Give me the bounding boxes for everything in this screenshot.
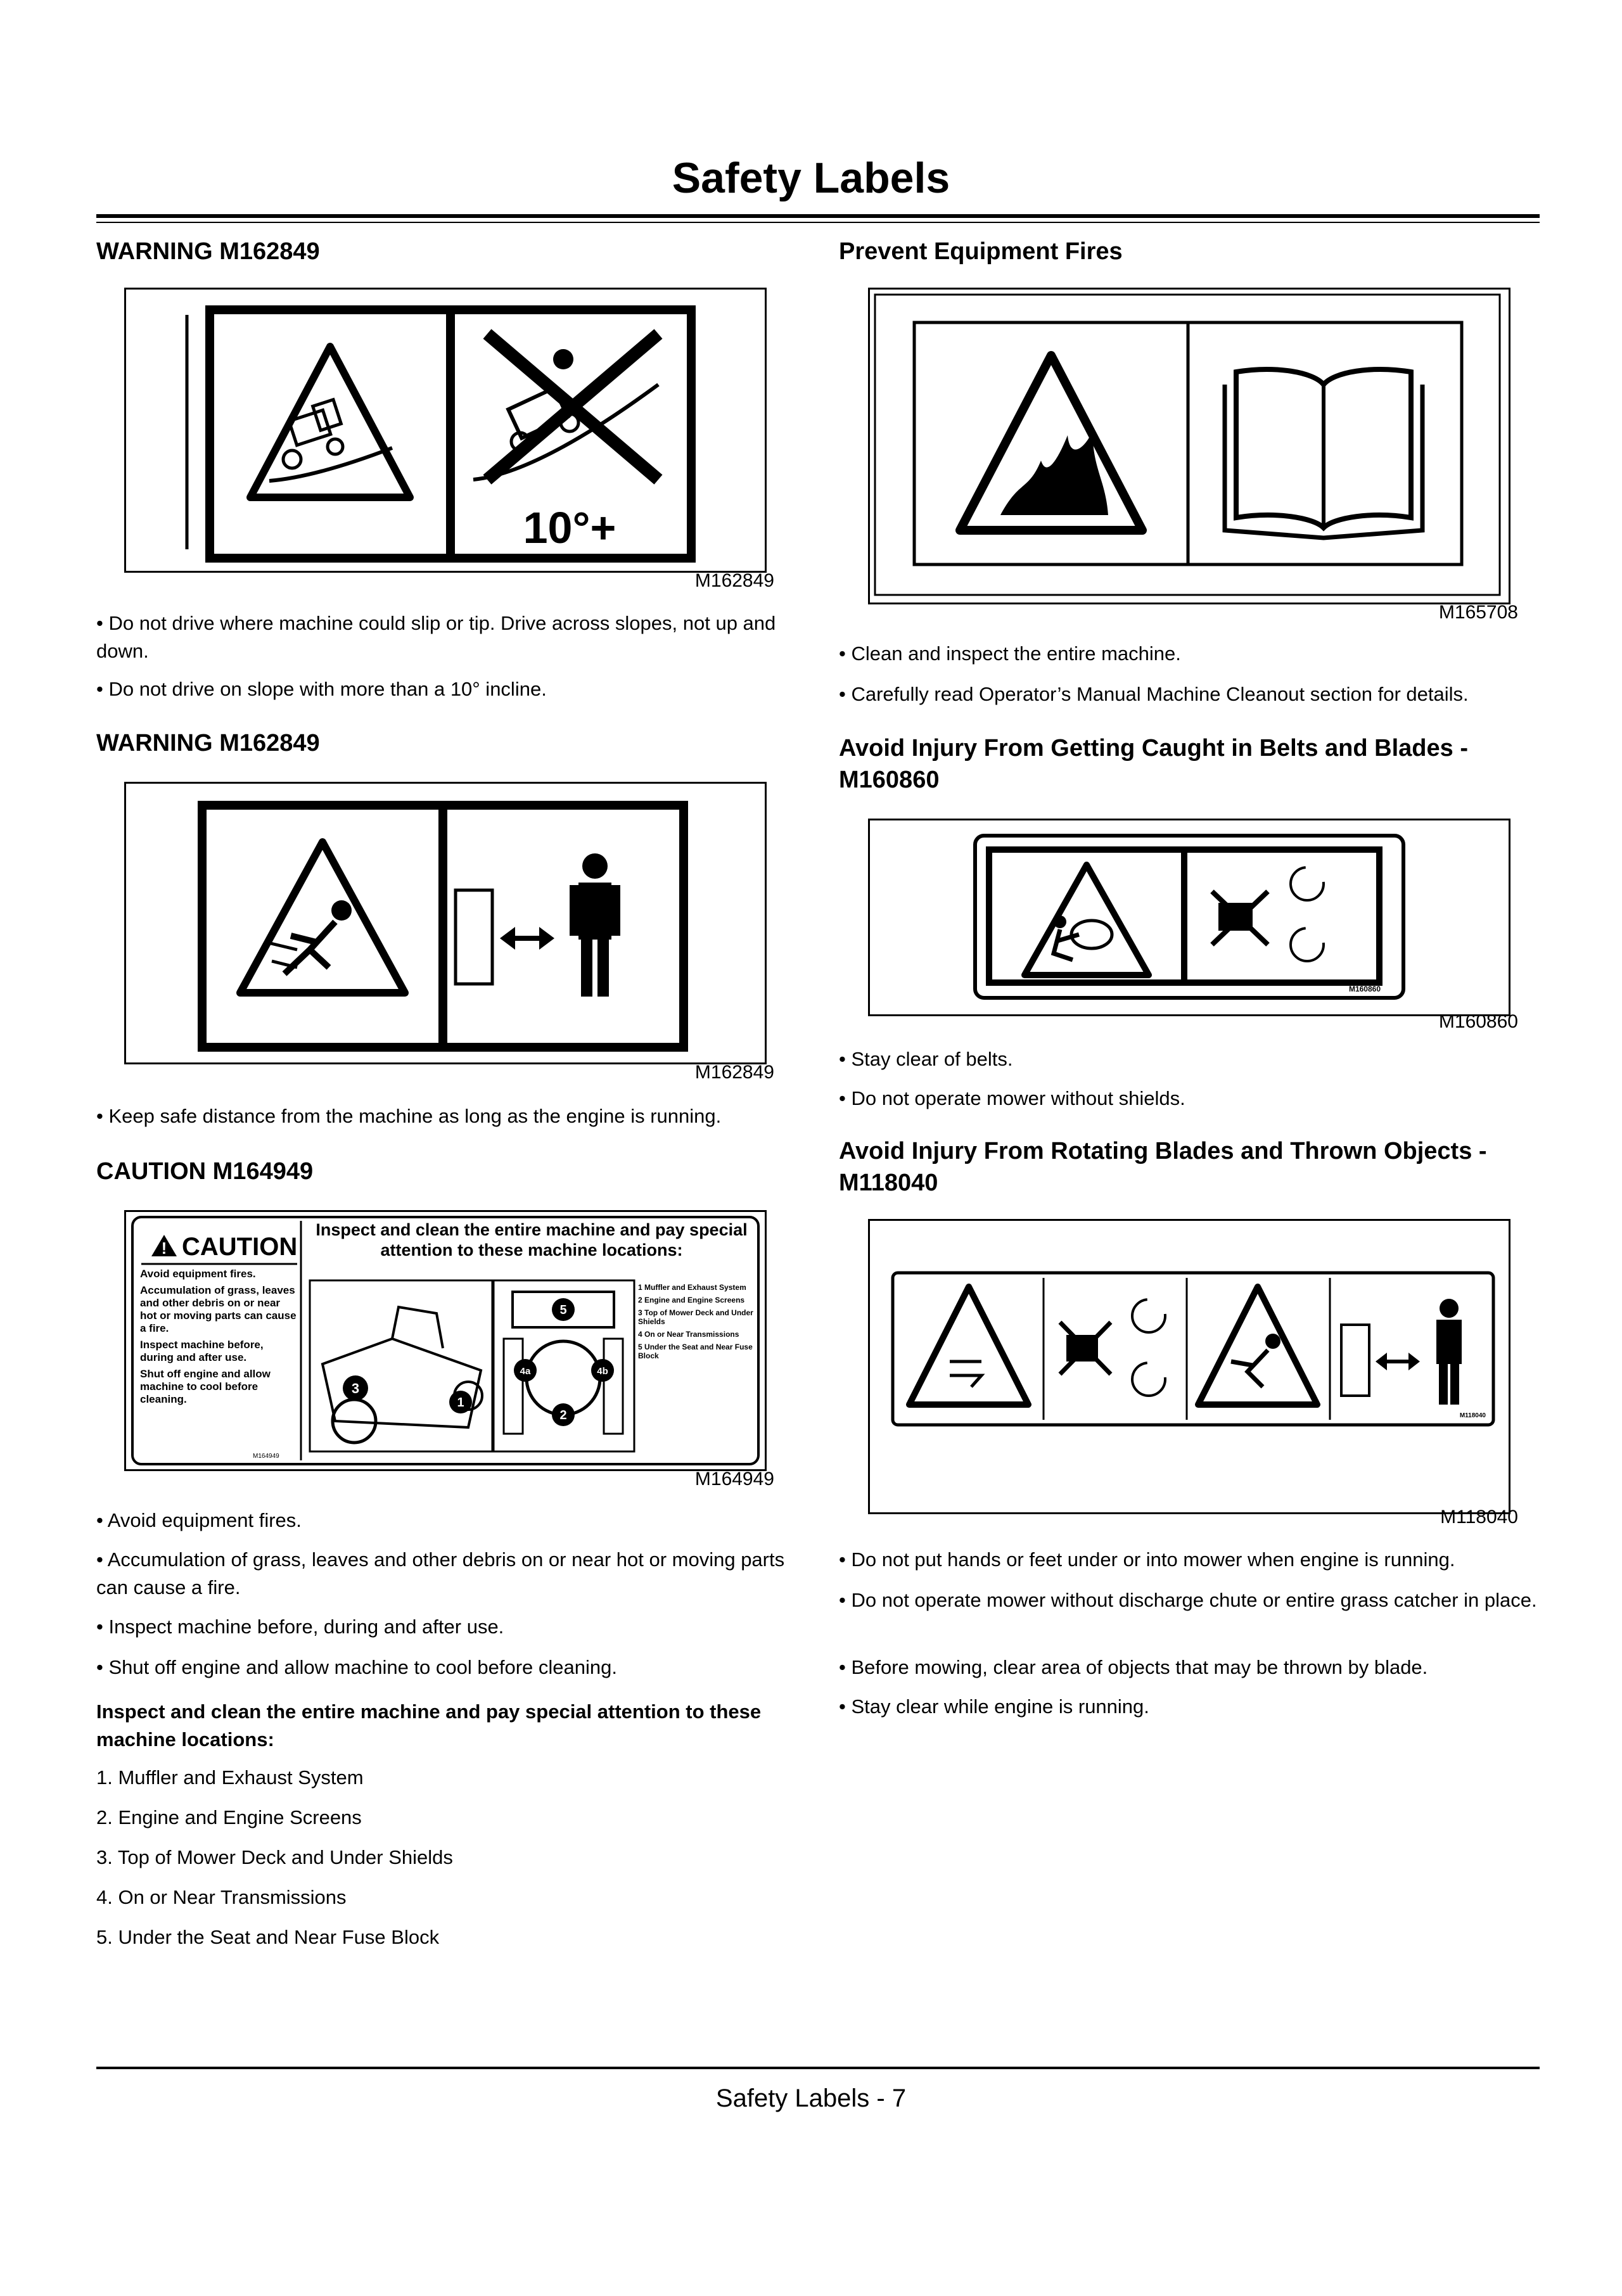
header-rule-thin <box>96 222 1540 223</box>
label-location: Top of Mower Deck and Under Shields <box>638 1308 753 1326</box>
bullet-text: • Do not operate mower without discharge chute or entire grass catcher in place. <box>839 1589 1537 1611</box>
label-location: On or Near Transmissions <box>644 1330 739 1339</box>
section-heading-belts-blades: Avoid Injury From Getting Caught in Belts and Blades - M160860 <box>839 735 1468 793</box>
safe-distance-icon <box>456 853 620 997</box>
tipping-hazard-icon <box>250 347 410 497</box>
label-side-text: Avoid equipment fires. <box>140 1268 256 1280</box>
locations-intro: Inspect and clean the entire machine and pay special attention to these machine locations: <box>96 1700 762 1751</box>
no-hands-near-blades-icon <box>1212 867 1324 961</box>
page-footer: Safety Labels - 7 <box>715 2084 907 2112</box>
equipment-fires-label-figure <box>868 288 1510 604</box>
header-rule-thick <box>96 214 1540 218</box>
figure-code: M165708 <box>1438 602 1518 623</box>
label-side-text: Inspect machine before, during and after use. <box>140 1339 264 1363</box>
bullet-text: • Avoid equipment fires. <box>96 1509 302 1531</box>
bullet-text: • Inspect machine before, during and after use. <box>96 1616 504 1638</box>
svg-text:4a: 4a <box>520 1366 531 1377</box>
slope-warning-label-figure <box>124 288 767 573</box>
location-list-item: 3. Top of Mower Deck and Under Shields <box>96 1846 453 1868</box>
bullet-text: • Carefully read Operator’s Manual Machine Cleanout section for details. <box>839 683 1469 705</box>
bullet-text: • Do not drive on slope with more than a 10° incline. <box>96 678 547 700</box>
read-manual-icon <box>1225 369 1422 538</box>
entanglement-hazard-icon <box>1025 865 1149 975</box>
figure-code: M162849 <box>694 1062 774 1083</box>
bullet-text: • Before mowing, clear area of objects that may be thrown by blade. <box>839 1656 1428 1678</box>
thrown-objects-hazard-icon <box>909 1287 1028 1405</box>
footer-rule <box>96 2067 1540 2069</box>
keep-distance-label-figure <box>124 782 767 1064</box>
no-steep-slope-icon <box>473 334 658 552</box>
svg-text:!: ! <box>161 1239 167 1258</box>
mower-illustration <box>310 1280 494 1451</box>
bullet-text: • Stay clear of belts. <box>839 1048 1013 1070</box>
section-heading-rotating-blades: Avoid Injury From Rotating Blades and Thrown Objects - M118040 <box>839 1138 1487 1196</box>
section-heading-equipment-fires: Prevent Equipment Fires <box>839 238 1123 265</box>
svg-text:5: 5 <box>559 1303 567 1317</box>
bullet-text: • Stay clear while engine is running. <box>839 1695 1149 1718</box>
location-list-item: 1. Muffler and Exhaust System <box>96 1766 364 1789</box>
bullet-text: • Keep safe distance from the machine as long as the engine is running. <box>96 1105 722 1127</box>
bullet-text: • Clean and inspect the entire machine. <box>839 642 1181 665</box>
label-location: Muffler and Exhaust System <box>644 1283 746 1292</box>
bullet-text: • Do not put hands or feet under or into mower when engine is running. <box>839 1548 1455 1571</box>
figure-code: M160860 <box>1438 1011 1518 1032</box>
section-heading-warning-distance: WARNING M162849 <box>96 730 320 756</box>
svg-text:3: 3 <box>351 1381 360 1396</box>
label-location: Under the Seat and Near Fuse Block <box>638 1343 753 1360</box>
fire-hazard-icon <box>960 355 1142 530</box>
caution-cleaning-label-figure: ! CAUTION Avoid equipment fires. Accumulation of grass, leaves and other debris on or near hot or moving parts can cause a fire. Inspect machine before, during and after use. Shut off engine and allow machine to cool before cleaning. M164949 Inspect and clean the entire machine and pay special attention to these machine locations: 3 1 5 4a 4b 2 1 Muffler and Exhaust System 2 Engine and Engine Screens 3 Top of Mower Deck and Under Shields 4 On or Near Transmissions 5 Under the Seat and Near Fuse Block <box>124 1210 767 1471</box>
label-small-code: M160860 <box>1348 985 1381 993</box>
label-small-code: M164949 <box>253 1453 279 1460</box>
rotating-blades-label-figure <box>868 1219 1510 1514</box>
label-side-text: Accumulation of grass, leaves and other debris on or near hot or moving parts can cause a fire. <box>140 1284 297 1334</box>
bullet-text: • Do not operate mower without shields. <box>839 1087 1185 1109</box>
svg-text:1: 1 <box>457 1396 464 1410</box>
slope-limit-text: 10°+ <box>523 503 616 552</box>
svg-text:4b: 4b <box>597 1366 608 1377</box>
label-small-code: M118040 <box>1459 1412 1486 1419</box>
engine-illustration <box>492 1280 634 1451</box>
page-title: Safety Labels <box>672 154 950 202</box>
figure-code: M162849 <box>694 570 774 591</box>
no-hands-near-blades-icon <box>1060 1299 1165 1396</box>
location-list-item: 5. Under the Seat and Near Fuse Block <box>96 1926 440 1948</box>
run-over-hazard-icon <box>1198 1287 1317 1405</box>
location-list-item: 2. Engine and Engine Screens <box>96 1806 362 1828</box>
svg-text:2: 2 <box>559 1408 567 1422</box>
label-location: Engine and Engine Screens <box>644 1296 745 1304</box>
bullet-text: • Do not drive where machine could slip or tip. Drive across slopes, not up and down. <box>96 612 776 662</box>
figure-code: M164949 <box>694 1469 774 1489</box>
run-over-hazard-icon <box>240 842 405 993</box>
bullet-text: • Accumulation of grass, leaves and other debris on or near hot or moving parts can cause a fire. <box>96 1548 785 1598</box>
bullet-text: • Shut off engine and allow machine to cool before cleaning. <box>96 1656 617 1678</box>
section-heading-warning-slope: WARNING M162849 <box>96 238 320 265</box>
safe-distance-icon <box>1341 1299 1462 1405</box>
section-heading-caution: CAUTION M164949 <box>96 1158 314 1185</box>
caution-word: CAUTION <box>182 1233 298 1261</box>
location-list-item: 4. On or Near Transmissions <box>96 1886 347 1908</box>
label-top-text: Inspect and clean the entire machine and pay special attention to these machine locations: <box>316 1220 748 1260</box>
figure-code: M118040 <box>1440 1507 1518 1527</box>
label-side-text: Shut off engine and allow machine to cool before cleaning. <box>140 1368 271 1405</box>
belts-blades-label-figure <box>868 819 1510 1016</box>
